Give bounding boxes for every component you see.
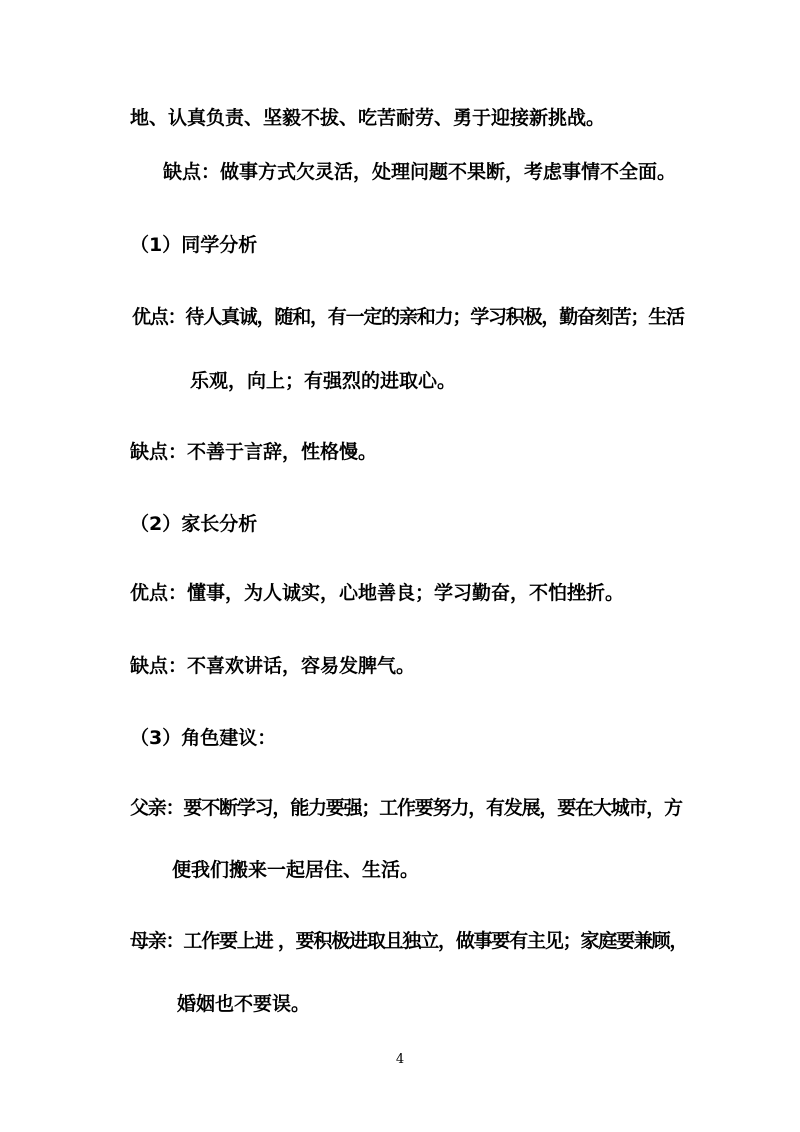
page-number: 4 [395,1052,405,1067]
text-line-classmate-weaknesses: 缺点：不善于言辞，性格慢。 [130,441,378,463]
text-line-mother-cont: 婚姻也不要误。 [177,993,311,1015]
text-line-parent-strengths: 优点：懂事，为人诚实，心地善良；学习勤奋，不怕挫折。 [130,582,625,604]
text-line-classmate-strengths: 优点：待人真诚，随和，有一定的亲和力；学习积极，勤奋刻苦；生活 [132,306,684,328]
heading-classmate-analysis: （1）同学分析 [130,234,258,256]
heading-role-suggestions: （3）角色建议： [130,727,277,749]
text-line-father: 父亲：要不断学习，能力要强；工作要努力，有发展，要在大城市，方 [130,797,682,819]
text-line-father-cont: 便我们搬来一起居住、生活。 [172,859,420,881]
text-line-mother: 母亲：工作要上进 ，要积极进取且独立，做事要有主见；家庭要兼顾， [130,930,688,952]
heading-parent-analysis: （2）家长分析 [130,513,258,535]
text-line-continuation: 地、认真负责、坚毅不拔、吃苦耐劳、勇于迎接新挑战。 [130,107,606,129]
text-line-parent-weaknesses: 缺点：不喜欢讲话，容易发脾气。 [130,655,416,677]
text-line-classmate-strengths-cont: 乐观，向上；有强烈的进取心。 [190,370,457,392]
text-line-weakness-self: 缺点：做事方式欠灵活，处理问题不果断，考虑事情不全面。 [163,161,677,183]
